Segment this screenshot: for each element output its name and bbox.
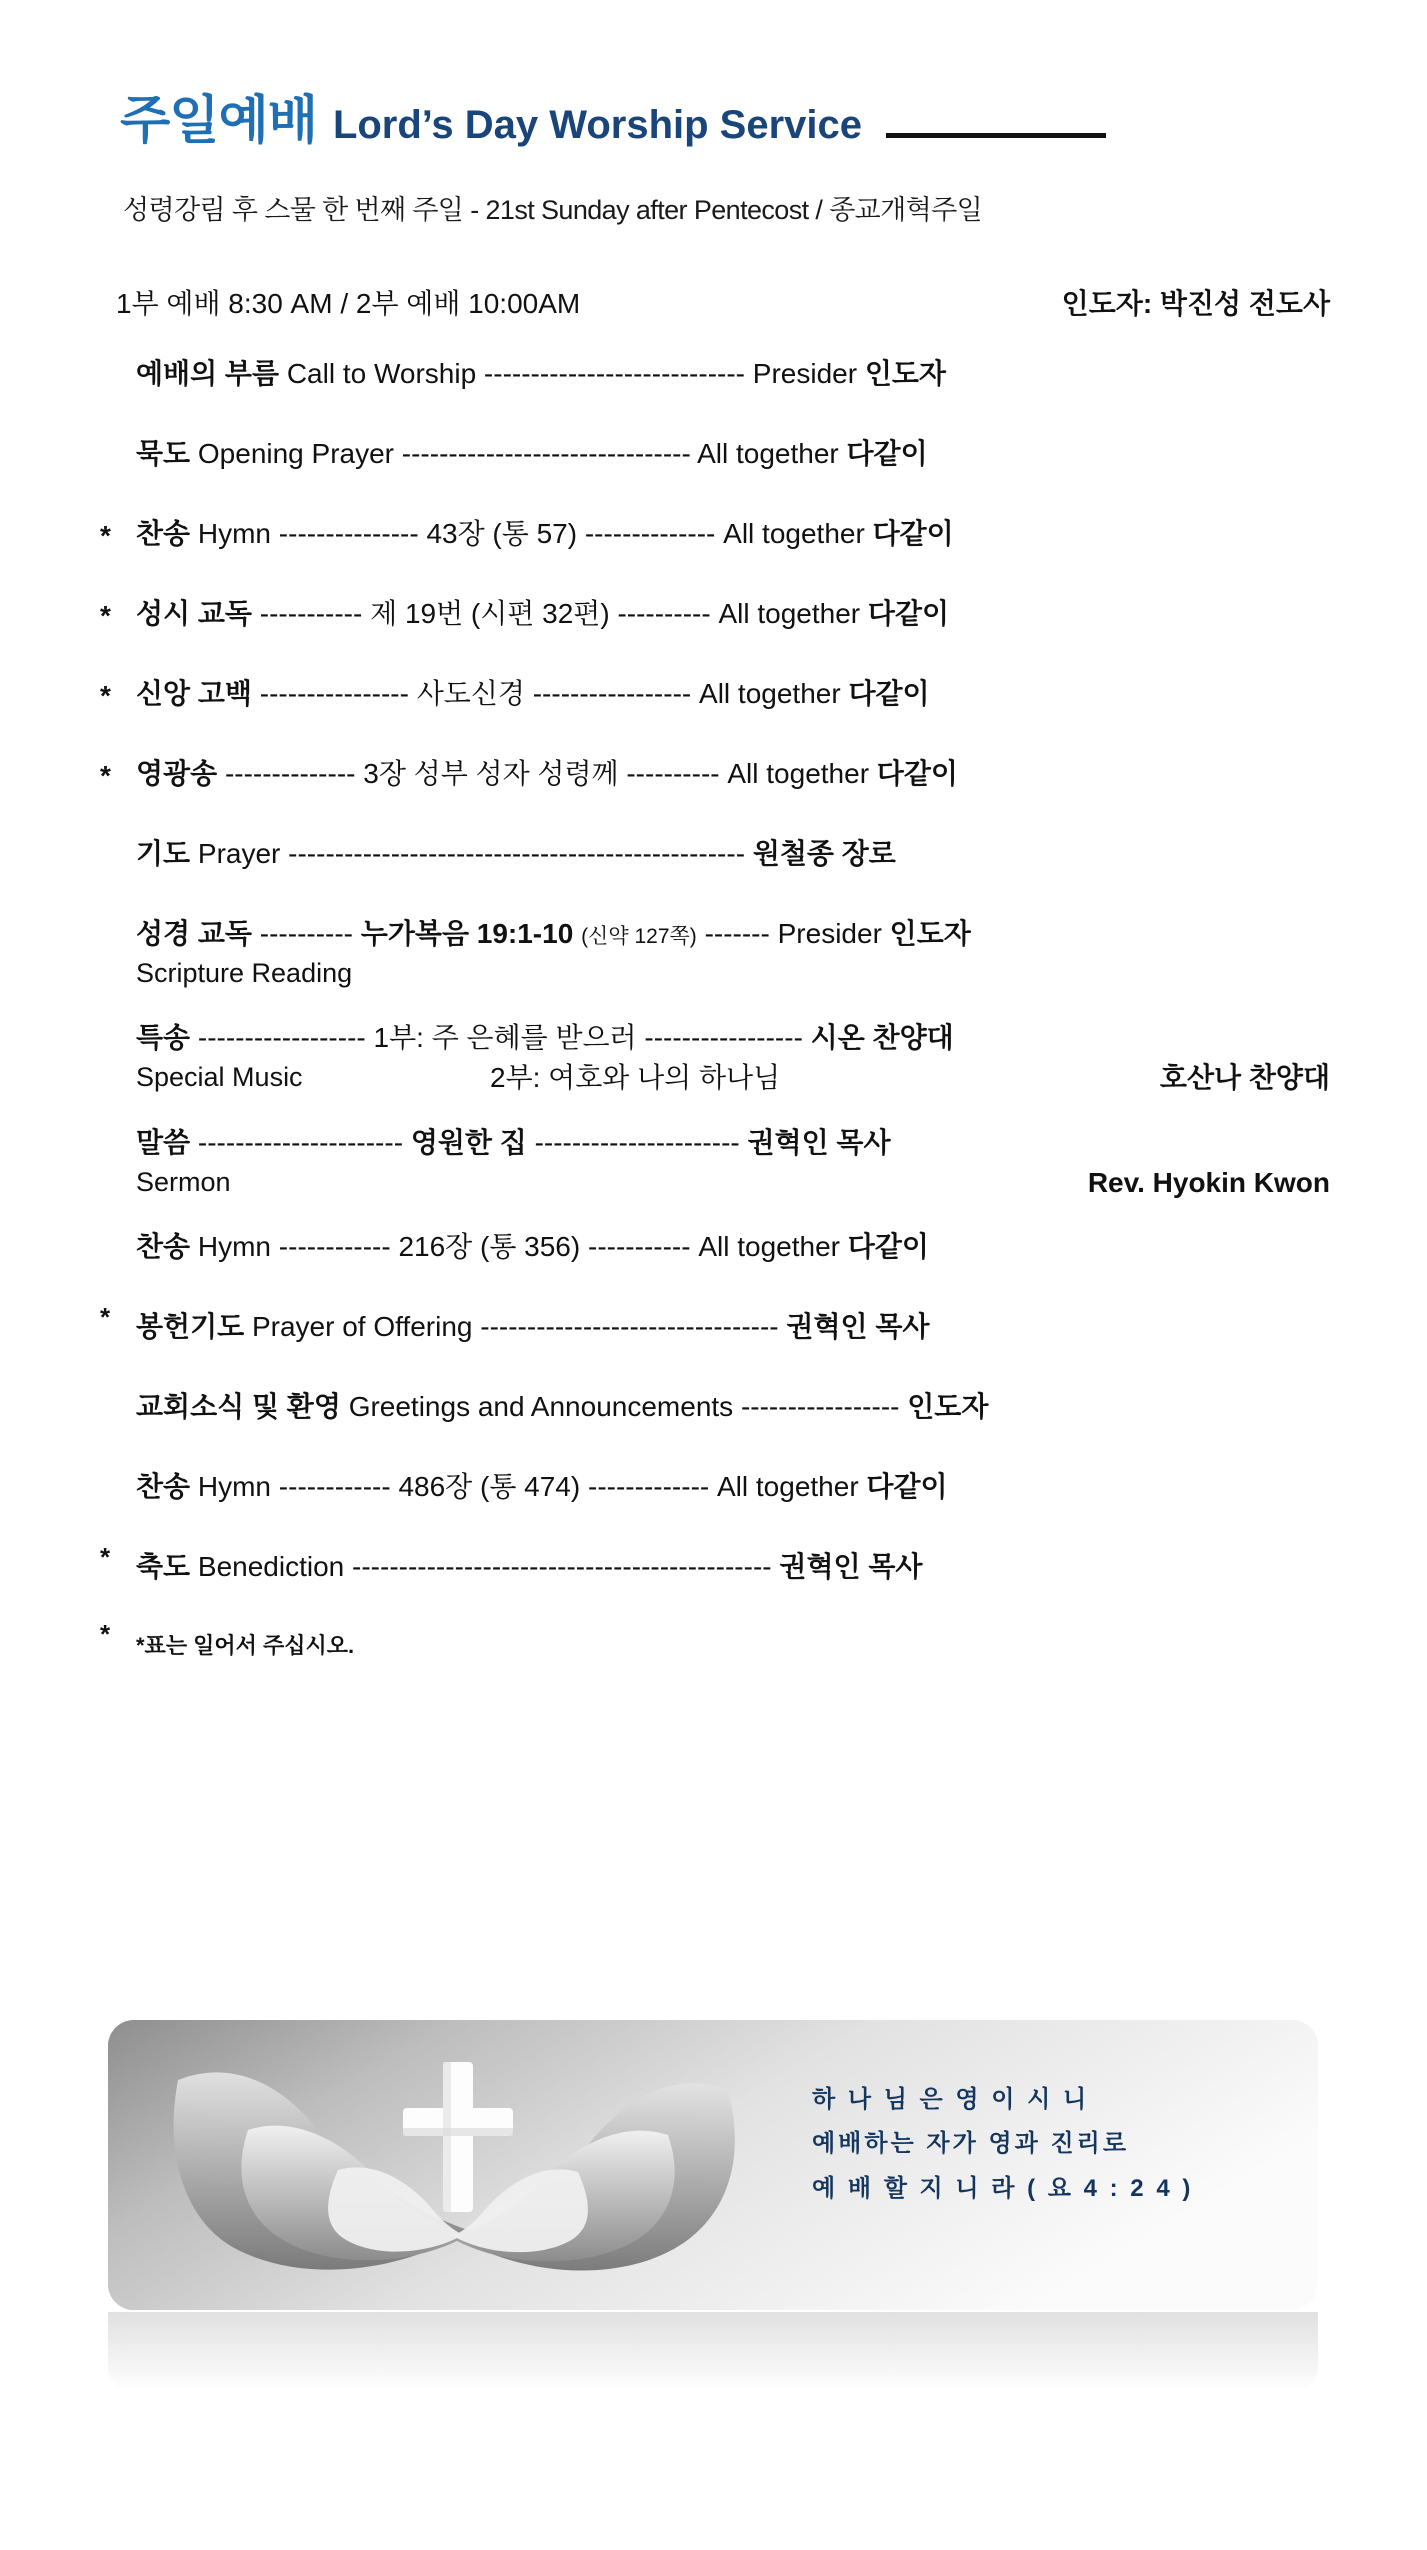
item-who-ko: 인도자	[864, 358, 946, 389]
service-leader: 인도자: 박진성 전도사	[1061, 288, 1330, 319]
item-dots-2: -----------	[588, 1231, 691, 1263]
item-dots: ----------------------	[197, 1126, 404, 1158]
page-title-en: Lord’s Day Worship Service	[332, 103, 862, 147]
item-dots: ---------------------------------------------	[352, 1551, 772, 1583]
page-header	[120, 92, 1320, 150]
item-ko: 찬송	[136, 518, 191, 549]
standing-star: *	[100, 1619, 111, 1650]
order-item	[100, 1542, 1330, 1599]
item-who-ko: 시온 찬양대	[810, 1022, 954, 1054]
item-dots: --------------------------------	[480, 1311, 779, 1343]
order-item	[100, 1389, 1330, 1439]
item-who-ko: 다같이	[876, 758, 958, 789]
item-who-en: All together	[723, 518, 865, 549]
order-of-service	[100, 282, 1330, 1660]
item-sub-en: Scripture Reading	[136, 957, 353, 988]
item-who-en: Presider	[777, 918, 882, 949]
item-who-en-2: Rev. Hyokin Kwon	[1087, 1166, 1330, 1198]
item-who-en: Presider	[752, 358, 858, 389]
item-ko: 봉헌기도	[136, 1311, 245, 1343]
item-en: Greetings and Announcements	[348, 1391, 734, 1423]
order-item	[100, 516, 1330, 566]
item-who-ko: 다같이	[847, 1231, 929, 1263]
item-dots-2: -----------------	[532, 678, 692, 709]
order-item	[100, 1469, 1330, 1519]
order-item	[100, 1125, 1330, 1199]
item-who-en: All together	[697, 438, 839, 469]
item-who-ko: 원철종 장로	[752, 838, 896, 869]
item-ko: 말씀	[136, 1126, 191, 1158]
hands-holding-cross-photo	[108, 2020, 1318, 2310]
item-dots: -----------------	[740, 1391, 900, 1423]
order-item	[100, 436, 1330, 486]
page-title-ko: 주일예배	[120, 92, 317, 150]
order-item	[100, 676, 1330, 726]
order-item	[100, 596, 1330, 646]
item-dots-2: -------------	[588, 1471, 710, 1503]
item-ko: 축도	[136, 1551, 191, 1583]
item-who-ko: 다같이	[872, 518, 954, 549]
item-ko: 묵도	[136, 438, 191, 469]
title-rule-divider	[886, 133, 1106, 138]
item-en: Hymn	[197, 1231, 272, 1263]
item-detail: 사도신경	[416, 678, 525, 709]
item-detail: 누가복음 19:1-10	[360, 918, 574, 949]
item-detail: 43장 (통 57)	[426, 518, 578, 549]
item-detail: 영원한 집	[410, 1126, 527, 1158]
item-en: Opening Prayer	[197, 438, 394, 469]
order-item	[100, 756, 1330, 806]
item-who-ko: 권혁인 목사	[786, 1311, 930, 1343]
item-who-ko: 다같이	[867, 598, 950, 629]
item-dots-2: ----------	[626, 758, 720, 789]
item-dots-2: -----------------	[644, 1022, 803, 1054]
item-dots: ----------	[259, 918, 354, 949]
item-dots: ------------	[278, 1471, 391, 1503]
item-dots-2: ----------	[617, 598, 711, 629]
item-who-ko-2: 호산나 찬양대	[1159, 1062, 1330, 1094]
item-detail-2: 2부: 여호와 나의 하나님	[490, 1062, 781, 1094]
item-ko: 찬송	[136, 1471, 191, 1503]
bible-verse	[812, 2078, 1282, 2211]
item-ko: 성경 교독	[136, 918, 252, 949]
item-who-ko: 권혁인 목사	[779, 1551, 923, 1583]
item-dots: -----------	[259, 598, 363, 629]
item-who-ko: 인도자	[889, 918, 971, 949]
item-dots-2: ----------------------	[534, 1126, 740, 1158]
item-ko: 찬송	[136, 1231, 191, 1263]
item-en: Benediction	[197, 1551, 345, 1583]
item-en: Call to Worship	[286, 358, 477, 389]
photo-reflection	[108, 2312, 1318, 2392]
item-who-ko: 권혁인 목사	[747, 1126, 891, 1158]
standing-star: *	[100, 760, 111, 791]
item-detail: 제 19번 (시편 32편)	[370, 598, 610, 629]
item-dots-2: --------------	[584, 518, 716, 549]
item-sub-en: Sermon	[136, 1166, 231, 1197]
item-dots-2: -------	[704, 918, 770, 949]
item-dots: ------------------	[197, 1022, 366, 1054]
item-en: Hymn	[197, 518, 272, 549]
standing-star: *	[100, 1542, 111, 1573]
order-item	[100, 916, 1330, 990]
verse-line-1: 하 나 님 은 영 이 시 니	[812, 2086, 1090, 2113]
item-who-en: All together	[727, 758, 870, 789]
item-ko: 성시 교독	[136, 598, 252, 629]
item-detail: 3장 성부 성자 성령께	[363, 758, 619, 789]
page-subtitle: 성령강림 후 스물 한 번째 주일 - 21st Sunday after Pentecost / 종교개혁주일	[123, 195, 983, 225]
item-en: Prayer	[197, 838, 281, 869]
order-item	[100, 1229, 1330, 1279]
order-item	[100, 836, 1330, 886]
item-dots: ------------	[278, 1231, 391, 1263]
item-detail-page: (신약 127쪽)	[581, 925, 697, 948]
item-who-ko: 다같이	[866, 1471, 948, 1503]
verse-line-2: 예배하는 자가 영과 진리로	[812, 2130, 1130, 2158]
service-times: 1부 예배 8:30 AM / 2부 예배 10:00AM	[116, 288, 581, 319]
item-dots: --------------	[224, 758, 356, 789]
item-dots: ---------------	[278, 518, 419, 549]
standing-star: *	[100, 600, 111, 631]
item-dots: -------------------------------------------------	[288, 838, 746, 869]
item-en: Hymn	[197, 1471, 272, 1503]
item-ko: 영광송	[136, 758, 218, 789]
standing-star: *	[100, 520, 111, 551]
order-item	[100, 1302, 1330, 1359]
standing-footnote-text: *표는 일어서 주십시오.	[136, 1633, 355, 1659]
item-who-en: All together	[699, 678, 841, 709]
standing-star: *	[100, 680, 111, 711]
item-ko: 기도	[136, 838, 191, 869]
item-ko: 예배의 부름	[136, 358, 280, 389]
order-item	[100, 356, 1330, 406]
item-who-en: All together	[717, 1471, 859, 1503]
service-times-row	[100, 282, 1330, 322]
verse-line-3: 예 배 할 지 니 라 ( 요 4 : 2 4 )	[812, 2174, 1194, 2202]
order-item	[100, 1020, 1330, 1094]
item-who-ko: 다같이	[846, 438, 928, 469]
item-who-en: All together	[698, 1231, 840, 1263]
item-ko: 교회소식 및 환영	[136, 1391, 341, 1423]
item-ko: 신앙 고백	[136, 678, 252, 709]
item-who-ko: 인도자	[907, 1391, 989, 1423]
item-detail: 1부: 주 은혜를 받으러	[373, 1022, 637, 1054]
item-ko: 특송	[136, 1022, 191, 1054]
item-detail: 486장 (통 474)	[398, 1471, 581, 1503]
item-dots: ----------------------------	[483, 358, 745, 389]
item-sub-en: Special Music	[136, 1062, 303, 1093]
standing-footnote	[100, 1619, 1330, 1660]
item-detail: 216장 (통 356)	[398, 1231, 581, 1263]
item-who-ko: 다같이	[848, 678, 930, 709]
item-en: Prayer of Offering	[251, 1311, 473, 1343]
standing-star: *	[100, 1302, 111, 1333]
item-dots: -------------------------------	[401, 438, 691, 469]
item-dots: ----------------	[259, 678, 409, 709]
item-who-en: All together	[718, 598, 861, 629]
